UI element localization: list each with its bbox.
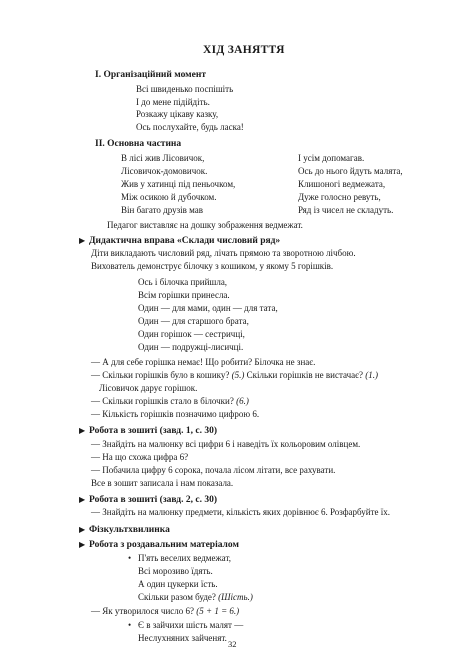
section-1-heading: І. Організаційний момент bbox=[95, 70, 206, 80]
poem-line: • П'ять веселих ведмежат, bbox=[128, 553, 231, 563]
phys-heading: ▶ Фізкультхвилинка bbox=[79, 525, 170, 535]
dialogue-line: — А для себе горішка немає! Що робити? Білочка не знає. bbox=[91, 357, 316, 367]
poem-line: Неслухняних зайченят. bbox=[138, 633, 227, 643]
poem-line: Розкажу цікаву казку, bbox=[136, 109, 219, 119]
poem-line: Один горішок — сестричці, bbox=[138, 329, 245, 339]
handout-heading: ▶ Робота з роздавальним матеріалом bbox=[79, 540, 239, 550]
arrow-icon: ▶ bbox=[79, 540, 86, 549]
bullet-icon: • bbox=[128, 553, 132, 563]
poem-line: Між осикою й дубочком. bbox=[121, 192, 217, 202]
poem-line: Один — для мами, один — для тата, bbox=[138, 303, 278, 313]
poem-line: Один — подружці-лисичці. bbox=[138, 342, 244, 352]
notebook-1-line: — На що схожа цифра 6? bbox=[91, 452, 189, 462]
arrow-icon: ▶ bbox=[79, 236, 86, 245]
poem-line: Всі морозиво їдять. bbox=[138, 566, 213, 576]
poem-line: Ряд із чисел не складуть. bbox=[298, 205, 394, 215]
poem-line: В лісі жив Лісовичок, bbox=[121, 153, 205, 163]
poem-line: Ось послухайте, будь ласка! bbox=[136, 122, 244, 132]
poem-line: Лісовичок-домовичок. bbox=[121, 166, 208, 176]
notebook-1-line: — Побачила цифру 6 сорока, почала лісом літати, все рахувати. bbox=[91, 465, 336, 475]
section-2-heading: ІІ. Основна частина bbox=[95, 139, 182, 149]
poem-line: І усім допомагав. bbox=[298, 153, 365, 163]
poem-line: Клишоногі ведмежата, bbox=[298, 179, 386, 189]
arrow-icon: ▶ bbox=[79, 426, 86, 435]
poem-line: Скільки разом буде? (Шість.) bbox=[138, 592, 253, 602]
poem-line: Дуже голосно ревуть, bbox=[298, 192, 381, 202]
page-number: 32 bbox=[228, 639, 237, 649]
arrow-icon: ▶ bbox=[79, 525, 86, 534]
poem-line: А один цукерки їсть. bbox=[138, 579, 218, 589]
dialogue-line: — Скільки горішків стало в білочки? (6.) bbox=[91, 396, 249, 406]
page-title: ХІД ЗАНЯТТЯ bbox=[203, 44, 285, 56]
poem-line: Жив у хатинці під пеньочком, bbox=[121, 179, 236, 189]
poem-line: Ось і білочка прийшла, bbox=[138, 277, 228, 287]
didactic-intro-line: Вихователь демонструє білочку з кошиком, у якому 5 горішків. bbox=[91, 261, 334, 271]
poem-line: Один — для старшого брата, bbox=[138, 316, 249, 326]
teacher-note: Педагог виставляє на дошку зображення ведмежат. bbox=[107, 220, 303, 230]
dialogue-line: Лісовичок дарує горішок. bbox=[99, 383, 198, 393]
notebook-1-line: Все в зошит записала і нам показала. bbox=[91, 478, 234, 488]
question-line: — Як утворилося число 6? (5 + 1 = 6.) bbox=[91, 606, 240, 616]
notebook-1-line: — Знайдіть на малюнку всі цифри 6 і наведіть їх кольоровим олівцем. bbox=[91, 439, 361, 449]
poem-line: • Є в зайчихи шість малят — bbox=[128, 620, 244, 630]
poem-line: Він багато друзів мав bbox=[121, 205, 204, 215]
notebook-1-heading: ▶ Робота в зошиті (завд. 1, с. 30) bbox=[79, 426, 217, 436]
arrow-icon: ▶ bbox=[79, 495, 86, 504]
poem-line: І до мене підійдіть. bbox=[136, 97, 210, 107]
dialogue-line: — Кількість горішків позначимо цифрою 6. bbox=[91, 409, 260, 419]
notebook-2-heading: ▶ Робота в зошиті (завд. 2, с. 30) bbox=[79, 495, 217, 505]
poem-line: Всі швиденько поспішіть bbox=[136, 84, 234, 94]
didactic-intro-line: Діти викладають числовий ряд, лічать прямою та зворотною лічбою. bbox=[91, 248, 356, 258]
dialogue-line: — Скільки горішків було в кошику? (5.) Скільки горішків не вистачає? (1.) bbox=[91, 370, 379, 380]
poem-line: Ось до нього йдуть малята, bbox=[298, 166, 403, 176]
didactic-heading: ▶ Дидактична вправа «Склади числовий ряд» bbox=[79, 236, 281, 246]
bullet-icon: • bbox=[128, 620, 132, 630]
notebook-2-line: — Знайдіть на малюнку предмети, кількість яких дорівнює 6. Розфарбуйте їх. bbox=[91, 507, 391, 517]
poem-line: Всім горішки принесла. bbox=[138, 290, 230, 300]
